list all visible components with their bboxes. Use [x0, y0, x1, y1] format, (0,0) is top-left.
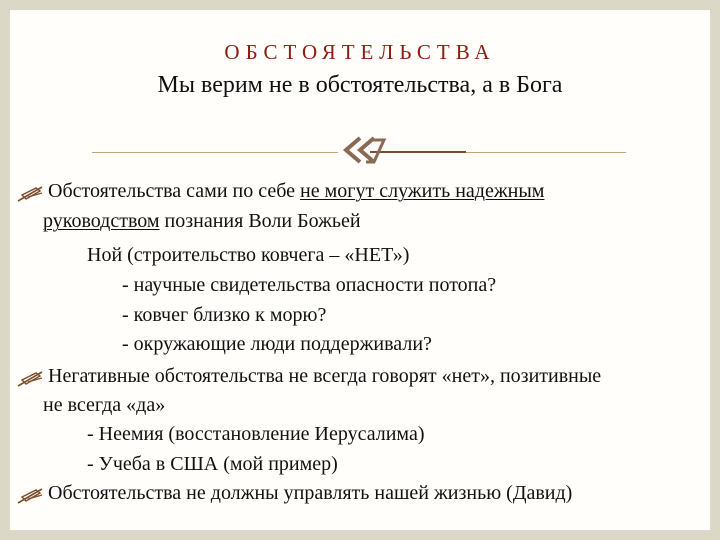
p1-underlined-a: не могут служить надежным — [300, 180, 545, 202]
bullet-paragraph-2-line-1: Негативные обстоятельства не всегда говорят «нет», позитивные — [48, 365, 602, 387]
sub-item-4: - Неемия (восстановление Иерусалима) — [87, 423, 425, 445]
double-chevron-icon — [336, 132, 388, 168]
feather-icon — [16, 370, 46, 388]
divider-rule-left — [92, 152, 338, 153]
sub-item-1: - научные свидетельства опасности потопа? — [122, 274, 497, 296]
p1-text-a: Обстоятельства сами по себе — [48, 180, 301, 202]
bullet-paragraph-1-line-1 — [48, 180, 544, 203]
sub-item-2: - ковчег близко к морю? — [122, 304, 327, 326]
sub-item-5: - Учеба в США (мой пример) — [87, 453, 338, 475]
bullet-paragraph-2-line-2: не всегда «да» — [43, 394, 166, 416]
sub-item-3: - окружающие люди поддерживали? — [122, 333, 432, 355]
feather-icon — [16, 487, 46, 505]
bullet-paragraph-1-line-2 — [43, 210, 361, 233]
feather-icon — [16, 185, 46, 203]
p1-text-b: познания Воли Божьей — [159, 210, 361, 232]
p1-underlined-b: руководством — [43, 210, 160, 232]
slide-title: ОБСТОЯТЕЛЬСТВА — [224, 40, 496, 64]
bullet-paragraph-3: Обстоятельства не должны управлять нашей жизнью (Давид) — [48, 482, 573, 504]
slide-subtitle: Мы верим не в обстоятельства, а в Бога — [157, 72, 563, 98]
noah-line: Ной (строительство ковчега – «НЕТ») — [87, 244, 410, 266]
